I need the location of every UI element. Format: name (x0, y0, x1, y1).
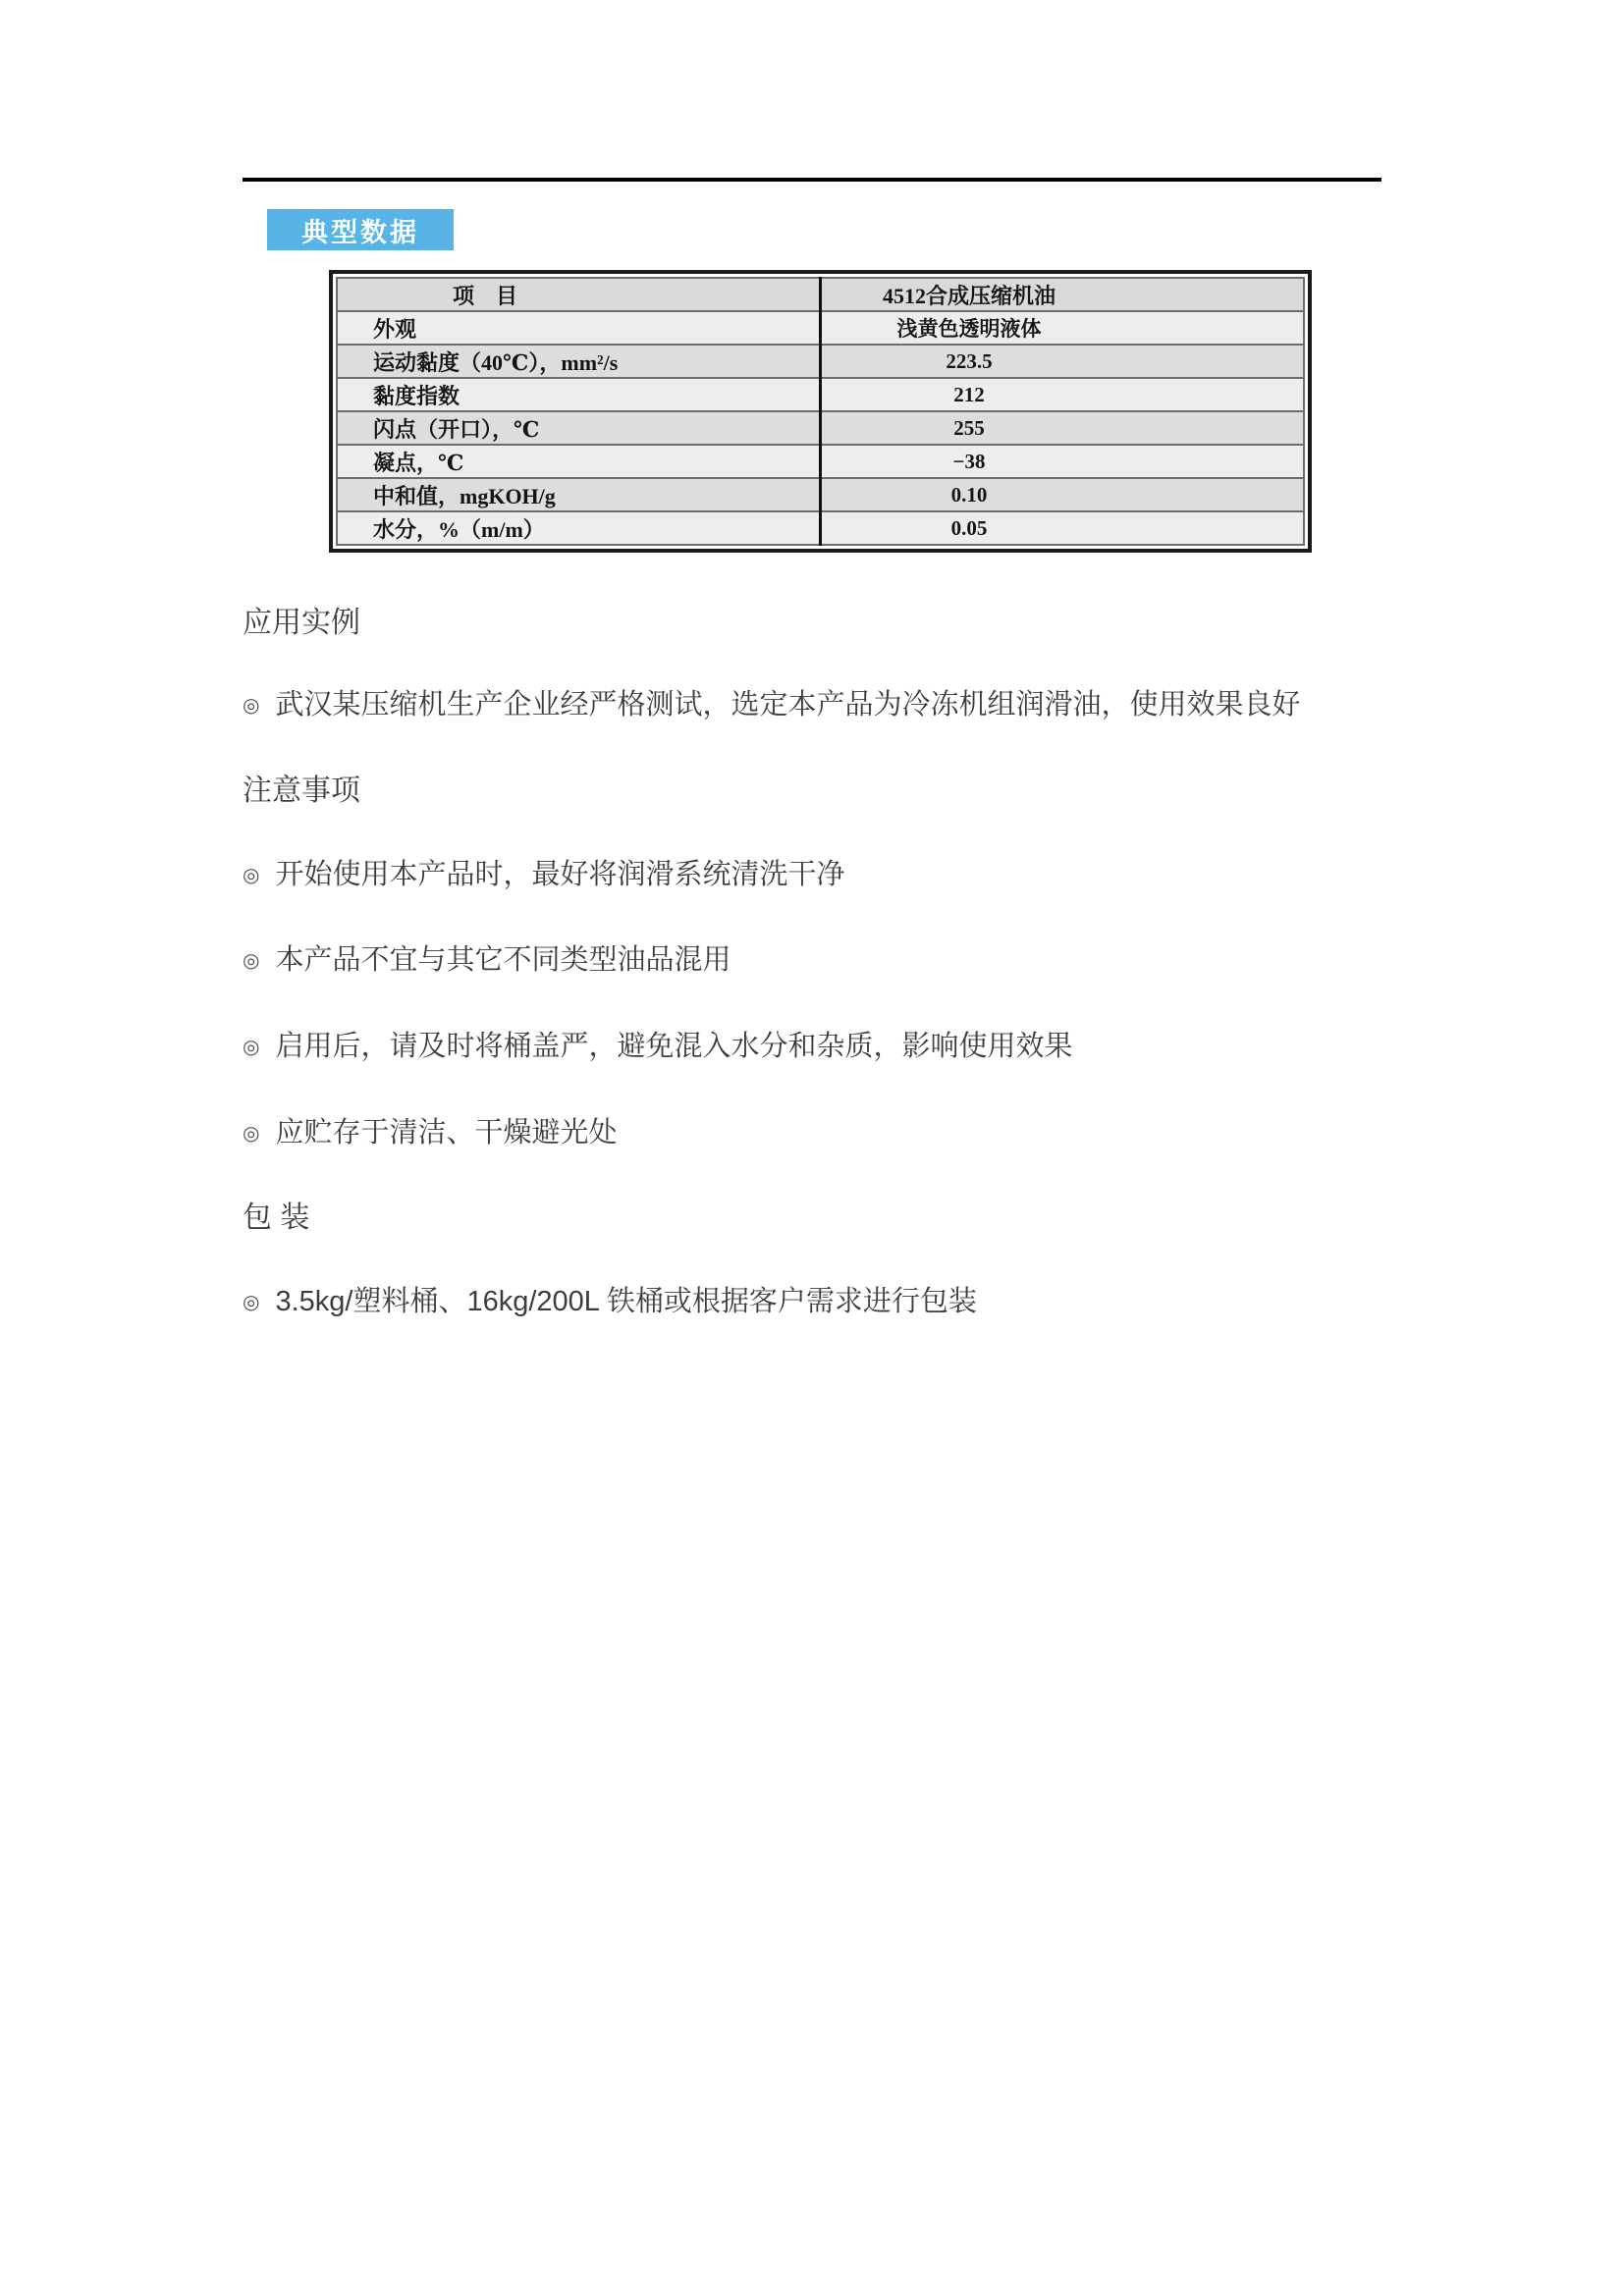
bullet-text: 开始使用本产品时，最好将润滑系统清洗干净 (275, 859, 845, 890)
bullet-line-packaging (243, 1285, 977, 1318)
spec-name: 闪点（开口），℃ (337, 411, 821, 445)
bullet-icon: ◎ (243, 1037, 260, 1058)
heading-applications: 应用实例 (243, 607, 360, 639)
column-header-item: 项 目 (337, 278, 821, 311)
bullet-line-precaution (243, 1116, 617, 1149)
table-row (337, 478, 1304, 511)
spec-value: 212 (821, 378, 1305, 411)
bullet-line-application (243, 688, 1300, 721)
table-row (337, 378, 1304, 411)
bullet-icon: ◎ (243, 865, 260, 886)
spec-name: 黏度指数 (337, 378, 821, 411)
bullet-icon: ◎ (243, 1123, 260, 1145)
bullet-icon: ◎ (243, 950, 260, 972)
bullet-text: 本产品不宜与其它不同类型油品混用 (275, 944, 731, 976)
spec-table (336, 277, 1305, 546)
spec-value: 255 (821, 411, 1305, 445)
table-row (337, 511, 1304, 545)
typical-data-badge (267, 209, 454, 250)
horizontal-rule (243, 178, 1381, 182)
bullet-text: 3.5kg/塑料桶、16kg/200L 铁桶或根据客户需求进行包装 (275, 1286, 977, 1317)
bullet-text: 武汉某压缩机生产企业经严格测试，选定本产品为冷冻机组润滑油，使用效果良好 (275, 689, 1301, 721)
bullet-line-precaution (243, 1030, 1072, 1063)
spec-name: 中和值，mgKOH/g (337, 478, 821, 511)
bullet-line-precaution (243, 943, 731, 977)
table-row (337, 311, 1304, 345)
bullet-text: 应贮存于清洁、干燥避光处 (275, 1117, 618, 1148)
spec-value: 0.10 (821, 478, 1305, 511)
spec-name: 凝点，℃ (337, 445, 821, 478)
column-header-product: 4512合成压缩机油 (821, 278, 1305, 311)
bullet-line-precaution (243, 858, 844, 891)
spec-value: 0.05 (821, 511, 1305, 545)
spec-name: 水分，%（m/m） (337, 511, 821, 545)
table-row (337, 345, 1304, 378)
badge-label: 典型数据 (301, 217, 419, 247)
table-header-row (337, 278, 1304, 311)
table-row (337, 411, 1304, 445)
spec-value: 223.5 (821, 345, 1305, 378)
heading-precautions: 注意事项 (243, 774, 360, 807)
bullet-text: 启用后，请及时将桶盖严，避免混入水分和杂质，影响使用效果 (275, 1031, 1073, 1062)
spec-name: 外观 (337, 311, 821, 345)
bullet-icon: ◎ (243, 695, 260, 717)
spec-value: 浅黄色透明液体 (821, 311, 1305, 345)
table-row (337, 445, 1304, 478)
typical-data-table (329, 270, 1312, 553)
heading-packaging: 包 装 (243, 1201, 310, 1234)
bullet-icon: ◎ (243, 1292, 260, 1313)
spec-name: 运动黏度（40℃），mm²/s (337, 345, 821, 378)
spec-value: −38 (821, 445, 1305, 478)
